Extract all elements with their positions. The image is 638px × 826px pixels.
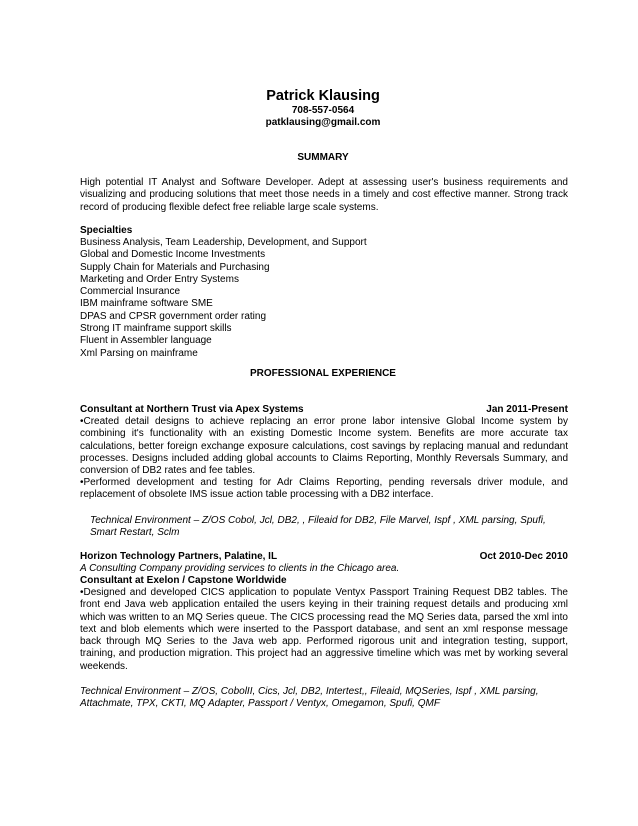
specialties-heading: Specialties (80, 225, 133, 236)
job-header-horizon (80, 551, 568, 563)
job-bullet: •Created detail designs to achieve replacing an error prone labor intensive Global Income system by combining it's functionality with an existing Domestic Income system. Benefits are more accurate tax calculations, better foreign exchange exposure calculations, cost savings by replacing manual and redundant processes. Designs included adding global accounts to Claims Reporting, Monthly Reversals Summary, and conversion of DB2 rates and fee tables. (80, 416, 568, 477)
candidate-name: Patrick Klausing (266, 88, 380, 104)
specialty-item: Business Analysis, Team Leadership, Development, and Support (80, 237, 367, 248)
summary-heading: SUMMARY (297, 152, 349, 163)
job-bullet: •Designed and developed CICS application to populate Ventyx Passport Training Request DB2 tables. The front end Java web application entailed the users keying in their training request details and producing xml which was written to an MQ Series queue. The CICS processing read the MQ Series data, parsed the xml into text and blob elements which were inserted to the Passport database, and sent an xml response message back through MQ Series to the Java web app. Performed rigorous unit and integration testing, support, training, and production migration. This project had an aggressive timeline which was met by working several weekends. (80, 587, 568, 672)
specialty-item: DPAS and CPSR government order rating (80, 310, 267, 322)
specialty-item: Marketing and Order Entry Systems (80, 273, 239, 285)
company-description: A Consulting Company providing services to clients in the Chicago area. (80, 563, 400, 574)
specialty-item: IBM mainframe software SME (80, 298, 213, 310)
job-title: Consultant at Exelon / Capstone Worldwide (80, 575, 287, 586)
phone-number: 708-557-0564 (291, 105, 355, 116)
experience-heading: PROFESSIONAL EXPERIENCE (250, 368, 396, 379)
job-bullet: •Performed development and testing for Adr Claims Reporting, pending reversals driver module, and replacement of obsolete IMS issue action table processing with a DB2 interface. (80, 477, 568, 501)
job-header-northern-trust (80, 404, 568, 416)
specialties-list (80, 237, 568, 360)
specialty-item: Strong IT mainframe support skills (80, 323, 232, 335)
job-title: Consultant at Northern Trust via Apex Systems (80, 404, 304, 415)
specialty-item: Xml Parsing on mainframe (80, 347, 198, 359)
technical-environment: Technical Environment – Z/OS, CobolII, Cics, Jcl, DB2, Intertest,, Fileaid, MQSeries, Ispf , XML parsing, Attachmate, TPX, CKTI, MQ Adapter, Passport / Ventyx, Omegamon, Spufi, QMF (80, 686, 539, 710)
specialty-item: Commercial Insurance (80, 286, 181, 298)
specialty-item: Fluent in Assembler language (80, 335, 212, 347)
specialty-item: Supply Chain for Materials and Purchasing (80, 261, 270, 273)
specialty-item: Global and Domestic Income Investments (80, 249, 266, 261)
job-dates: Oct 2010-Dec 2010 (479, 551, 568, 562)
job-dates: Jan 2011-Present (486, 404, 568, 415)
email-address: patklausing@gmail.com (265, 117, 381, 128)
technical-environment: Technical Environment – Z/OS Cobol, Jcl, DB2, , Fileaid for DB2, File Marvel, Ispf , XML parsing, Spufi, Smart Restart, Sclm (90, 515, 546, 539)
company-name: Horizon Technology Partners, Palatine, IL (80, 551, 278, 562)
summary-text: High potential IT Analyst and Software Developer. Adept at assessing user's business requirements and visualizing and producing solutions that meet those needs in a timely and cost effective manner. Strong track record of producing flexible defect free reliable large scale systems. (80, 177, 568, 213)
